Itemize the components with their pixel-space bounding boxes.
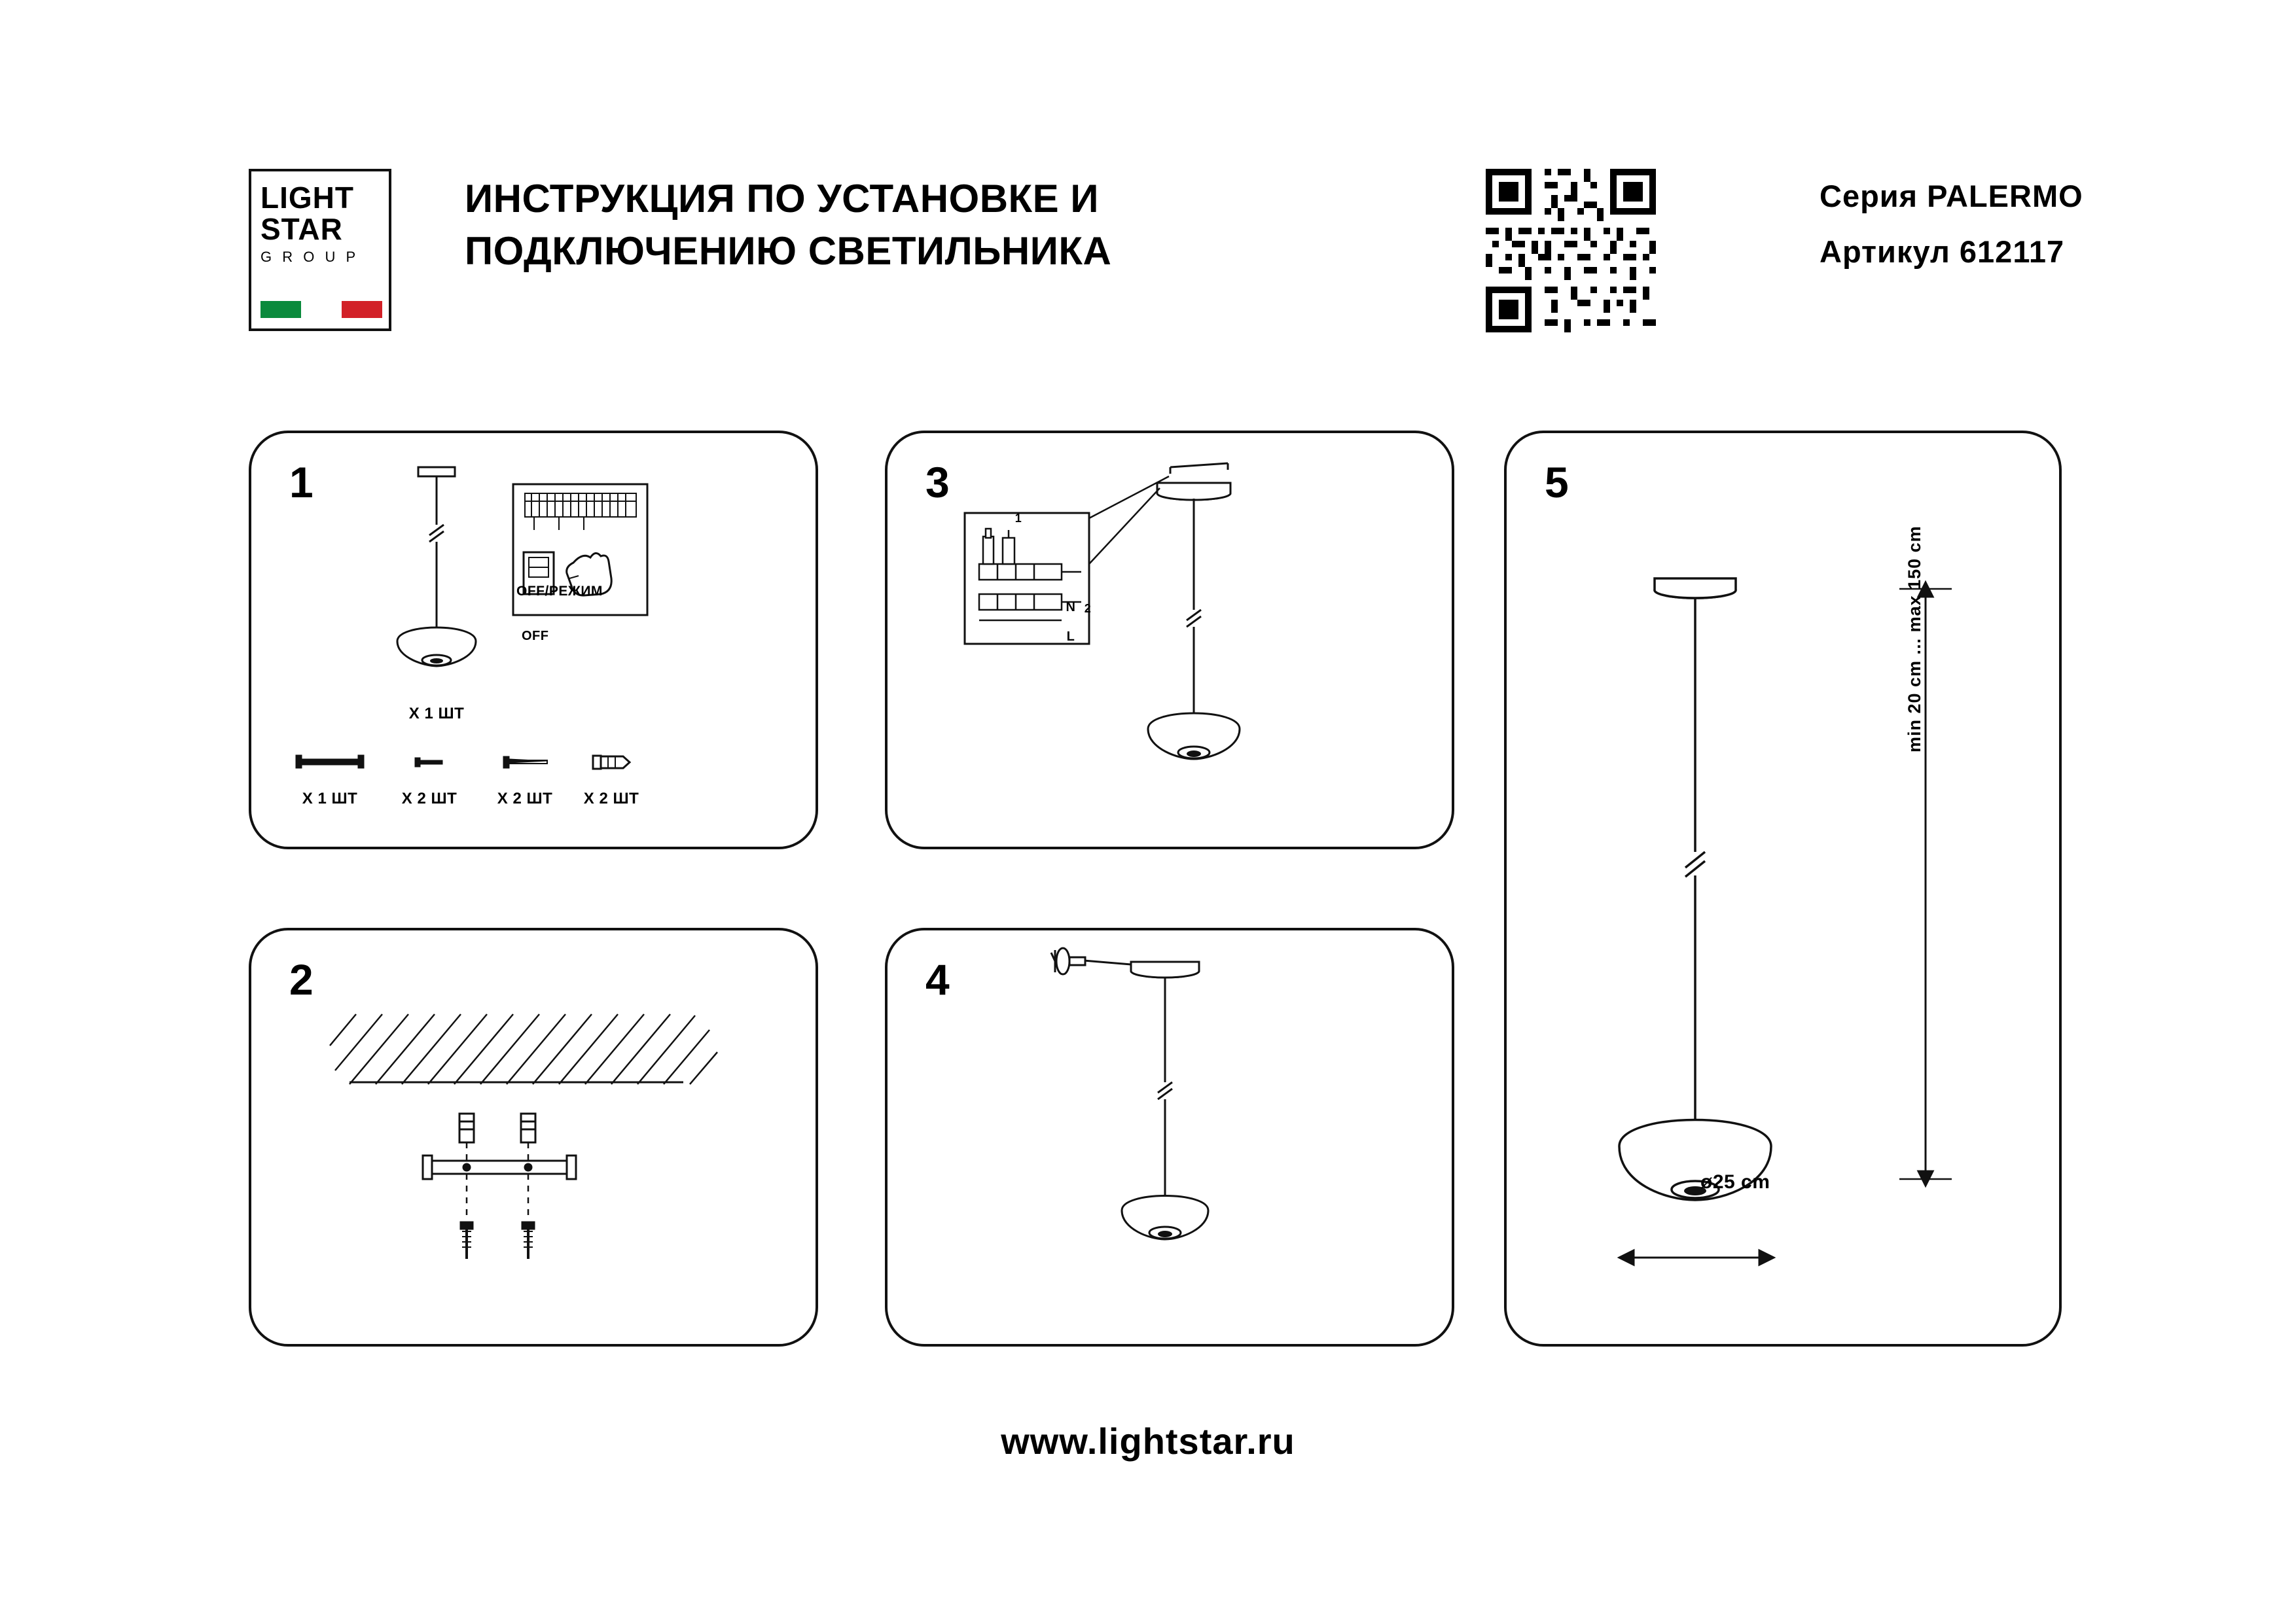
page-title-line-1: ИНСТРУКЦИЯ ПО УСТАНОВКЕ И: [465, 177, 1099, 221]
wire-label-2: 2: [1084, 602, 1092, 615]
step-3-number: 3: [925, 458, 950, 506]
part-3-qty: X 2 ШТ: [583, 790, 639, 807]
step-3-illustration: [888, 433, 1457, 852]
step-5-illustration: [1507, 433, 2064, 1349]
product-series: Серия PALERMO: [1820, 179, 2083, 213]
step-5-number: 5: [1545, 458, 1569, 506]
step-5-panel: [1504, 431, 2062, 1347]
height-dimension-label: min 20 cm ... max 150 cm: [1905, 525, 1924, 752]
diameter-dimension-label: ø25 cm: [1700, 1171, 1770, 1193]
step-2-panel: [249, 928, 818, 1347]
product-info: [1820, 178, 2278, 270]
logo-line-2: STAR: [260, 212, 343, 246]
step-3-panel: [885, 431, 1454, 849]
qr-code-icon: [1486, 169, 1656, 332]
footer-website[interactable]: www.lightstar.ru: [1001, 1421, 1295, 1462]
part-2-qty: X 2 ШТ: [497, 790, 553, 807]
italian-flag-icon: [260, 301, 382, 318]
step-4-number: 4: [925, 955, 950, 1004]
part-0-qty: X 1 ШТ: [302, 790, 358, 807]
step-1-panel: [249, 431, 818, 849]
switch-mode-label: OFF/РЕЖИМ: [516, 584, 603, 599]
page-title: [465, 173, 1237, 277]
logo-line-1: LIGHT: [260, 181, 354, 215]
product-article: Артикул 612117: [1820, 234, 2065, 269]
step-4-illustration: [888, 930, 1457, 1349]
logo-group-text: G R O U P: [260, 249, 359, 265]
step-2-number: 2: [289, 955, 314, 1004]
logo: [249, 169, 391, 331]
lamp-quantity-label: X 1 ШТ: [408, 705, 465, 722]
step-1-number: 1: [289, 458, 314, 506]
wire-label-1: 1: [1014, 512, 1022, 525]
page-header: [249, 164, 2083, 340]
part-1-qty: X 2 ШТ: [401, 790, 457, 807]
page-title-line-2: ПОДКЛЮЧЕНИЮ СВЕТИЛЬНИКА: [465, 229, 1112, 273]
switch-off-label: OFF: [522, 629, 549, 643]
step-4-panel: [885, 928, 1454, 1347]
step-2-illustration: [251, 930, 821, 1349]
wire-label-n: N: [1066, 600, 1076, 614]
wire-label-l: L: [1066, 629, 1075, 644]
